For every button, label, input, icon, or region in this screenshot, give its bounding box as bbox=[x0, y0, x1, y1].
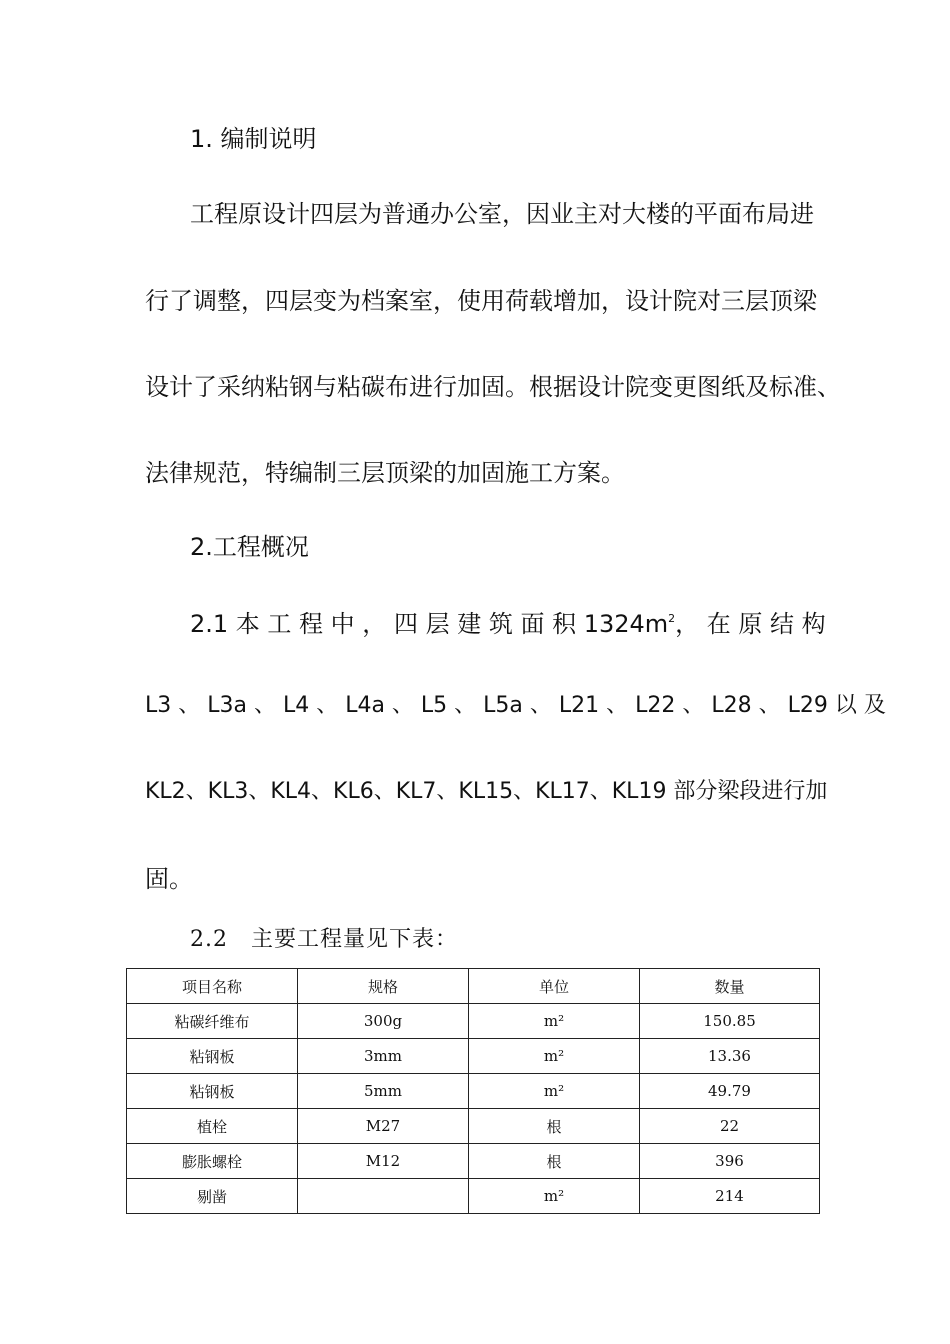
table-row bbox=[127, 1039, 820, 1074]
cell-unit: 根 bbox=[469, 1144, 640, 1179]
table-row bbox=[127, 1109, 820, 1144]
paragraph-1-line-1: 工程原设计四层为普通办公室，因业主对大楼的平面布局进 bbox=[190, 200, 814, 228]
cell-quantity: 150.85 bbox=[640, 1004, 820, 1039]
cell-unit: m² bbox=[469, 1004, 640, 1039]
cell-name: 粘钢板 bbox=[127, 1039, 298, 1074]
section-1-heading: 1. 编制说明 bbox=[190, 125, 317, 153]
cell-spec bbox=[298, 1179, 469, 1214]
cell-quantity: 396 bbox=[640, 1144, 820, 1179]
table-row bbox=[127, 1179, 820, 1214]
cell-quantity: 49.79 bbox=[640, 1074, 820, 1109]
area-text: 2.1 本 工 程 中 ， 四 层 建 筑 面 积 1324m bbox=[190, 610, 669, 638]
table-row bbox=[127, 1144, 820, 1179]
structure-text: ， 在 原 结 构 bbox=[675, 610, 826, 638]
paragraph-2-line-2: L3 、 L3a 、 L4 、 L4a 、 L5 、 L5a 、 L21 、 L22 、 L28 、 L29 以 及 bbox=[145, 693, 886, 718]
cell-quantity: 13.36 bbox=[640, 1039, 820, 1074]
cell-spec: 5mm bbox=[298, 1074, 469, 1109]
paragraph-2-line-4: 固。 bbox=[145, 865, 193, 893]
paragraph-1-line-3: 设计了采纳粘钢与粘碳布进行加固。根据设计院变更图纸及标准、 bbox=[145, 373, 841, 401]
quantity-table bbox=[126, 968, 820, 1214]
cell-name: 剔凿 bbox=[127, 1179, 298, 1214]
header-unit: 单位 bbox=[469, 969, 640, 1004]
cell-spec: M12 bbox=[298, 1144, 469, 1179]
cell-unit: m² bbox=[469, 1039, 640, 1074]
cell-name: 膨胀螺栓 bbox=[127, 1144, 298, 1179]
area-unit-superscript: 2 bbox=[668, 612, 676, 625]
cell-unit: m² bbox=[469, 1074, 640, 1109]
cell-name: 粘钢板 bbox=[127, 1074, 298, 1109]
table-row bbox=[127, 1004, 820, 1039]
cell-unit: m² bbox=[469, 1179, 640, 1214]
cell-quantity: 214 bbox=[640, 1179, 820, 1214]
cell-spec: M27 bbox=[298, 1109, 469, 1144]
cell-quantity: 22 bbox=[640, 1109, 820, 1144]
cell-spec: 300g bbox=[298, 1004, 469, 1039]
cell-unit: 根 bbox=[469, 1109, 640, 1144]
section-2-heading: 2.工程概况 bbox=[190, 533, 309, 561]
header-quantity: 数量 bbox=[640, 969, 820, 1004]
cell-name: 植栓 bbox=[127, 1109, 298, 1144]
table-row bbox=[127, 1074, 820, 1109]
cell-spec: 3mm bbox=[298, 1039, 469, 1074]
header-spec: 规格 bbox=[298, 969, 469, 1004]
paragraph-1-line-2: 行了调整，四层变为档案室，使用荷载增加，设计院对三层顶梁 bbox=[145, 287, 817, 315]
cell-name: 粘碳纤维布 bbox=[127, 1004, 298, 1039]
paragraph-2-line-1 bbox=[190, 603, 826, 640]
paragraph-2-line-3: KL2、KL3、KL4、KL6、KL7、KL15、KL17、KL19 部分梁段进行加 bbox=[145, 779, 828, 804]
paragraph-1-line-4: 法律规范，特编制三层顶梁的加固施工方案。 bbox=[145, 459, 625, 487]
header-item-name: 项目名称 bbox=[127, 969, 298, 1004]
table-header-row bbox=[127, 969, 820, 1004]
table-caption: 2.2 主要工程量见下表： bbox=[190, 927, 458, 952]
